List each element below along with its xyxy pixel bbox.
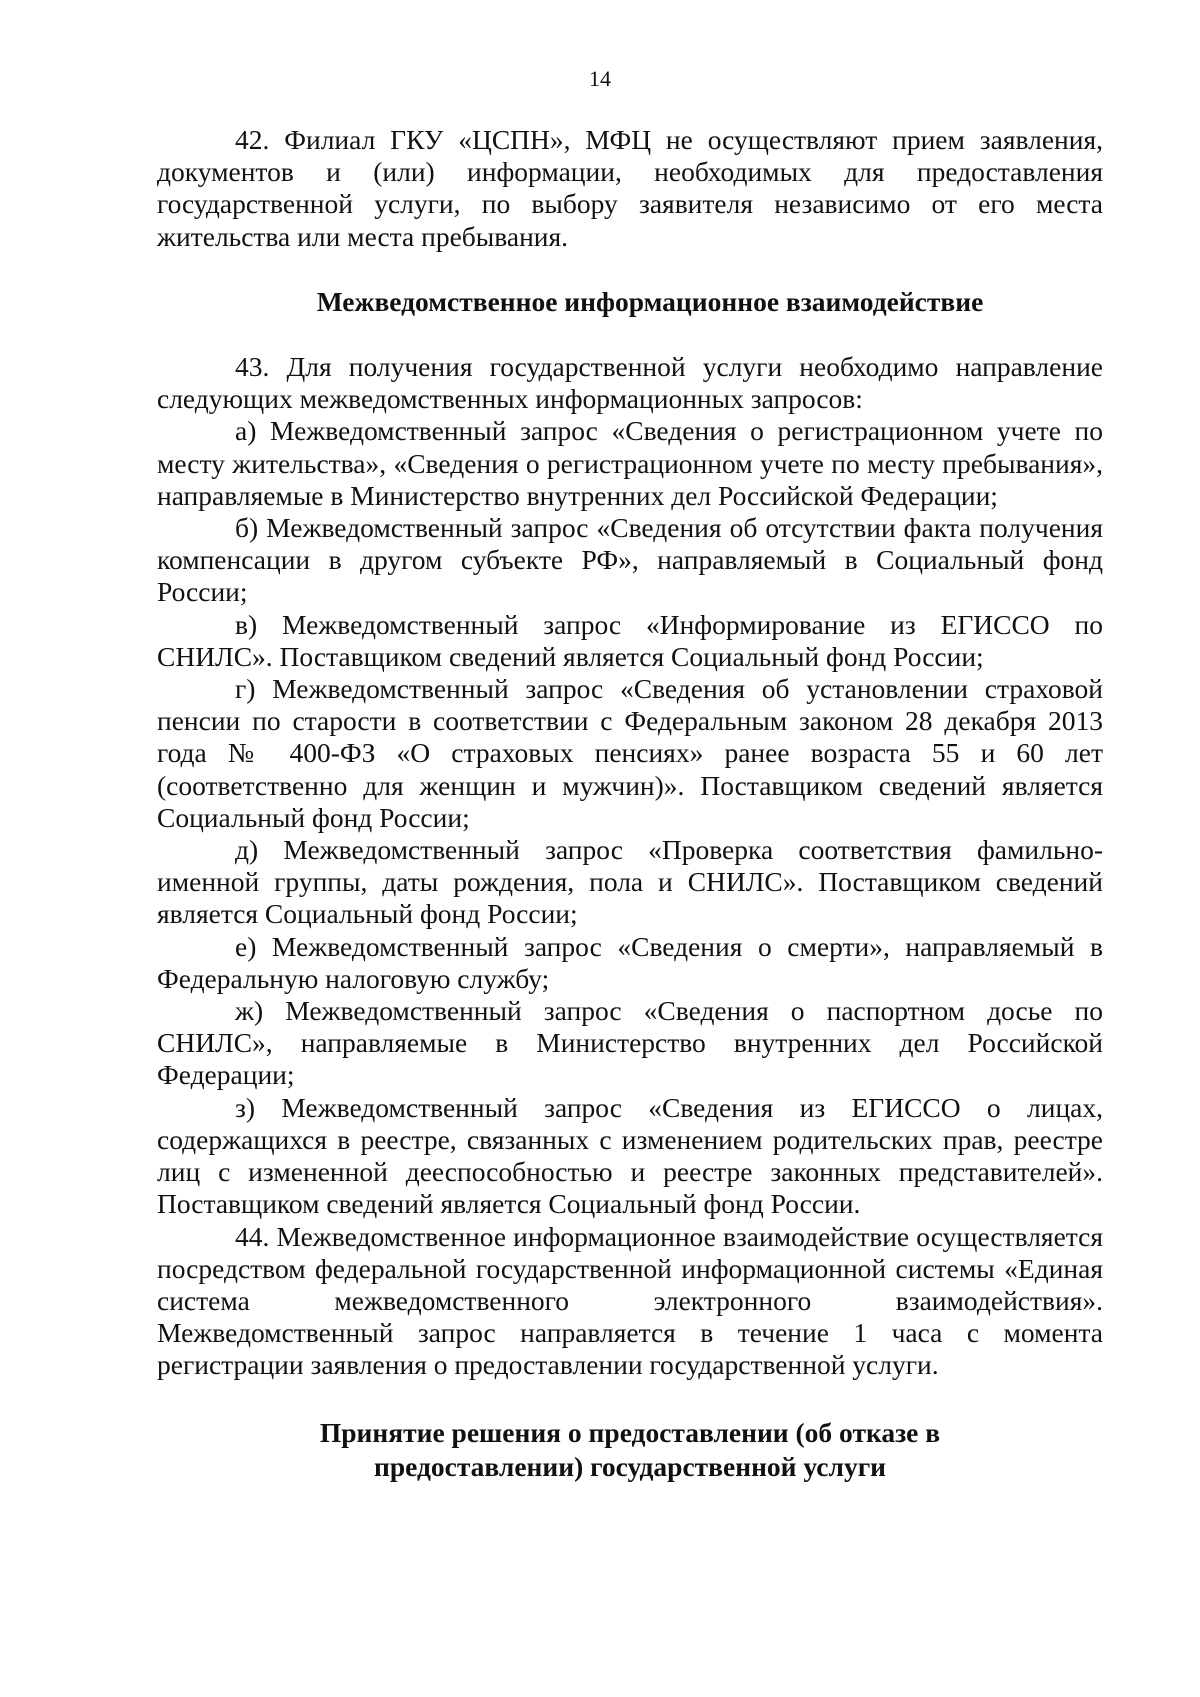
list-item-d: д) Межведомственный запрос «Проверка соответствия фамильно-именной группы, даты рождения, пола и СНИЛС». Поставщиком сведений является Социальный фонд России; (157, 834, 1103, 930)
list-item-b: б) Межведомственный запрос «Сведения об отсутствии факта получения компенсации в другом субъекте РФ», направляемый в Социальный фонд России; (157, 512, 1103, 608)
list-item-g: г) Межведомственный запрос «Сведения об установлении страховой пенсии по старости в соответствии с Федеральным законом 28 декабря 2013 года № 400-ФЗ «О страховых пенсиях» ранее возраста 55 и 60 лет (соответственно для женщин и мужчин)». Поставщиком сведений является Социальный фонд России; (157, 673, 1103, 833)
paragraph-43: 43. Для получения государственной услуги необходимо направление следующих межведомственных информационных запросов: (157, 351, 1103, 415)
document-body (157, 124, 1103, 1484)
page-number: 14 (589, 66, 611, 91)
list-item-zh: ж) Межведомственный запрос «Сведения о паспортном досье по СНИЛС», направляемые в Министерство внутренних дел Российской Федерации; (157, 995, 1103, 1091)
section-heading-decision-line-2: предоставлении) государственной услуги (373, 1450, 887, 1482)
list-item-a: а) Межведомственный запрос «Сведения о регистрационном учете по месту жительства», «Сведения о регистрационном учете по месту пребывания», направляемые в Министерство внутренних дел Российской Федерации; (157, 415, 1103, 511)
list-item-z: з) Межведомственный запрос «Сведения из ЕГИССО о лицах, содержащихся в реестре, связанных с изменением родительских прав, реестре лиц с измененной дееспособностью и реестре законных представителей». Поставщиком сведений является Социальный фонд России. (157, 1091, 1103, 1220)
section-heading-decision (157, 1416, 1103, 1484)
section-heading-decision-line-1: Принятие решения о предоставлении (об отказе в (319, 1416, 941, 1448)
list-item-e: е) Межведомственный запрос «Сведения о смерти», направляемый в Федеральную налоговую службу; (157, 930, 1103, 994)
section-heading-interagency: Межведомственное информационное взаимодействие (316, 285, 984, 317)
list-item-v: в) Межведомственный запрос «Информирование из ЕГИССО по СНИЛС». Поставщиком сведений является Социальный фонд России; (157, 608, 1103, 672)
paragraph-44: 44. Межведомственное информационное взаимодействие осуществляется посредством федеральной государственной информационной системы «Единая система межведомственного электронного взаимодействия». Межведомственный запрос направляется в течение 1 часа с момента регистрации заявления о предоставлении государственной услуги. (157, 1220, 1103, 1381)
paragraph-42: 42. Филиал ГКУ «ЦСПН», МФЦ не осуществляют прием заявления, документов и (или) информации, необходимых для предоставления государственной услуги, по выбору заявителя независимо от его места жительства или места пребывания. (157, 124, 1103, 252)
